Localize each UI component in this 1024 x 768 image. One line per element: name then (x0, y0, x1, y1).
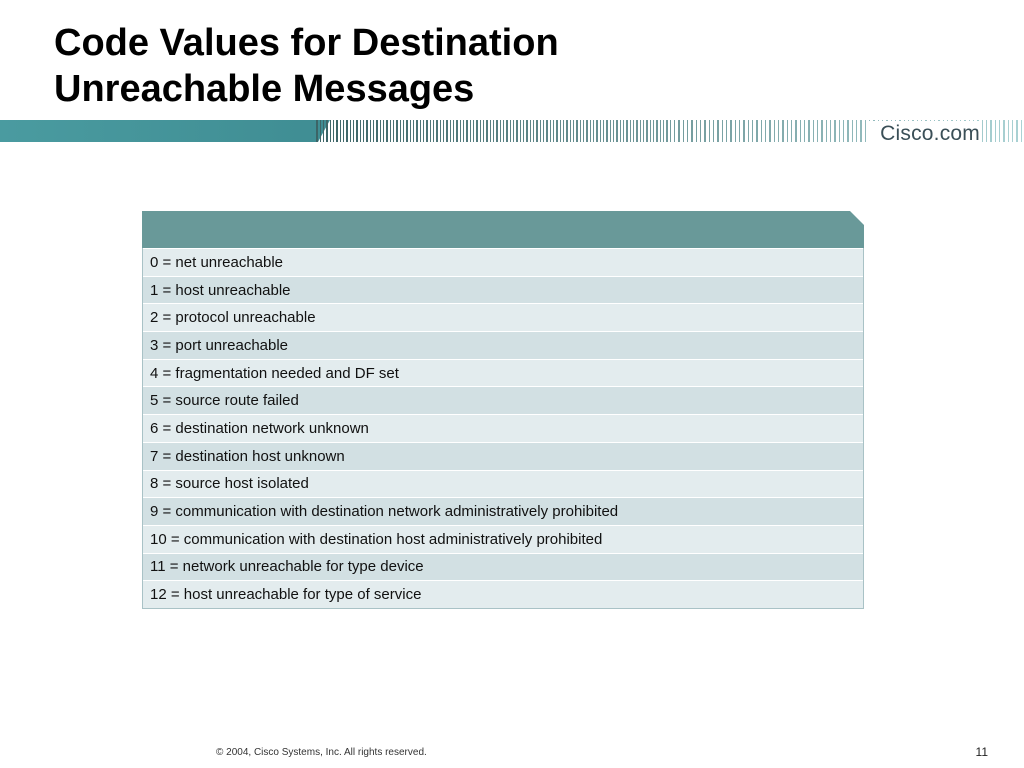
header-stripe (739, 120, 740, 142)
header-stripe (436, 120, 438, 142)
header-stripe (450, 120, 451, 142)
header-stripe (616, 120, 618, 142)
table-row-code-9: 9 = communication with destination network administratively prohibited (143, 497, 863, 525)
header-stripe (390, 120, 391, 142)
header-stripe (333, 120, 334, 142)
header-stripe (463, 120, 464, 142)
header-stripe (363, 120, 364, 142)
header-stripe (480, 120, 481, 142)
header-stripe (583, 120, 584, 142)
header-stripe (808, 120, 810, 142)
header-stripe (370, 120, 371, 142)
header-stripe (726, 120, 727, 142)
header-stripe (353, 120, 354, 142)
header-stripe (606, 120, 608, 142)
header-stripe (406, 120, 408, 142)
header-stripe (995, 120, 996, 142)
header-stripe (1021, 120, 1022, 142)
header-stripe (769, 120, 771, 142)
header-stripe (1016, 120, 1018, 142)
table-row-code-4: 4 = fragmentation needed and DF set (143, 359, 863, 387)
header-stripe (782, 120, 784, 142)
header-stripe (663, 120, 664, 142)
header-stripe (563, 120, 564, 142)
table-row-code-7: 7 = destination host unknown (143, 442, 863, 470)
header-stripe (520, 120, 521, 142)
header-stripe (653, 120, 654, 142)
header-stripe (576, 120, 578, 142)
header-stripe (787, 120, 788, 142)
header-stripe (533, 120, 534, 142)
header-stripe (580, 120, 581, 142)
header-stripe (456, 120, 458, 142)
header-stripe (817, 120, 818, 142)
header-stripe (376, 120, 378, 142)
header-stripe (510, 120, 511, 142)
header-stripe (640, 120, 641, 142)
header-stripe (340, 120, 341, 142)
header-stripe (476, 120, 478, 142)
header-stripe (433, 120, 434, 142)
header-stripe (393, 120, 394, 142)
header-stripe (543, 120, 544, 142)
header-stripe (453, 120, 454, 142)
header-stripe (446, 120, 448, 142)
table-row-code-10: 10 = communication with destination host administratively prohibited (143, 525, 863, 553)
header-stripe (830, 120, 831, 142)
header-stripe (603, 120, 604, 142)
header-stripe (660, 120, 661, 142)
header-stripe (650, 120, 651, 142)
header-stripe (646, 120, 648, 142)
header-stripe (674, 120, 675, 142)
header-stripe (666, 120, 668, 142)
header-stripe (380, 120, 381, 142)
table-row-code-3: 3 = port unreachable (143, 331, 863, 359)
header-stripe (704, 120, 706, 142)
header-stripe (696, 120, 697, 142)
header-stripe (600, 120, 601, 142)
header-stripe (735, 120, 736, 142)
header-stripe (336, 120, 338, 142)
header-stripe (593, 120, 594, 142)
header-stripe (821, 120, 823, 142)
header-stripe (748, 120, 749, 142)
header-stripe (791, 120, 792, 142)
header-stripe (400, 120, 401, 142)
header-stripe (590, 120, 591, 142)
header-stripe (320, 120, 321, 142)
header-stripe (834, 120, 836, 142)
header-stripe (466, 120, 468, 142)
header-stripe (620, 120, 621, 142)
slide-title-line-1: Code Values for Destination (54, 22, 559, 64)
header-stripe (700, 120, 701, 142)
header-stripe (423, 120, 424, 142)
header-stripe (1008, 120, 1009, 142)
page-number: 11 (975, 745, 988, 759)
header-stripe (500, 120, 501, 142)
header-stripe (350, 120, 351, 142)
header-stripe (795, 120, 797, 142)
header-stripe (610, 120, 611, 142)
header-stripe (860, 120, 862, 142)
header-stripe (847, 120, 849, 142)
header-stripe (636, 120, 638, 142)
header-stripe (483, 120, 484, 142)
header-stripe (316, 120, 318, 142)
header-stripe (573, 120, 574, 142)
table-row-code-11: 11 = network unreachable for type device (143, 553, 863, 581)
table-row-code-6: 6 = destination network unknown (143, 414, 863, 442)
header-stripe (326, 120, 328, 142)
header-stripe (800, 120, 801, 142)
header-stripe (536, 120, 538, 142)
header-stripe (623, 120, 624, 142)
header-stripe (496, 120, 498, 142)
header-stripe (774, 120, 775, 142)
header-stripe (765, 120, 766, 142)
slide-title-line-2: Unreachable Messages (54, 68, 475, 110)
header-stripe (396, 120, 398, 142)
header-stripe (683, 120, 684, 142)
header-stripe (566, 120, 568, 142)
header-stripe (546, 120, 548, 142)
header-stripe (506, 120, 508, 142)
header-stripe (691, 120, 693, 142)
header-stripe (383, 120, 384, 142)
header-stripe (373, 120, 374, 142)
header-stripe (473, 120, 474, 142)
header-stripe (570, 120, 571, 142)
table-row-code-8: 8 = source host isolated (143, 470, 863, 498)
header-stripe (752, 120, 753, 142)
header-stripe (343, 120, 344, 142)
header-stripe (722, 120, 723, 142)
header-stripe (356, 120, 358, 142)
header-stripe (709, 120, 710, 142)
footer-copyright: © 2004, Cisco Systems, Inc. All rights reserved. (216, 747, 427, 758)
header-stripe (540, 120, 541, 142)
table-row-code-12: 12 = host unreachable for type of service (143, 580, 863, 608)
header-stripe (986, 120, 987, 142)
table-body (142, 248, 864, 609)
header-stripe (813, 120, 814, 142)
header-stripe (513, 120, 514, 142)
slide-title (54, 20, 559, 112)
header-stripe (360, 120, 361, 142)
table-row-code-2: 2 = protocol unreachable (143, 303, 863, 331)
header-stripe (982, 120, 983, 142)
table-row-code-5: 5 = source route failed (143, 386, 863, 414)
header-stripe (1012, 120, 1013, 142)
header-stripe (490, 120, 491, 142)
header-stripe (470, 120, 471, 142)
header-stripe (403, 120, 404, 142)
header-stripe (643, 120, 644, 142)
header-stripe (323, 120, 324, 142)
header-stripe (761, 120, 762, 142)
header-stripe (804, 120, 805, 142)
header-stripe (550, 120, 551, 142)
header-stripe (730, 120, 732, 142)
header-stripe (656, 120, 658, 142)
header-stripe (460, 120, 461, 142)
header-stripe (756, 120, 758, 142)
header-stripe (717, 120, 719, 142)
header-stripe (556, 120, 558, 142)
header-stripe (553, 120, 554, 142)
header-stripe (486, 120, 488, 142)
header-stripe (526, 120, 528, 142)
header-stripe (633, 120, 634, 142)
header-stripe (413, 120, 414, 142)
header-stripe (865, 120, 866, 142)
header-stripe (678, 120, 680, 142)
header-stripe (420, 120, 421, 142)
brand-logo-text: Cisco.com (868, 121, 982, 147)
header-stripe (852, 120, 853, 142)
unreachable-codes-table (142, 211, 864, 609)
header-stripe (596, 120, 598, 142)
header-stripe (713, 120, 714, 142)
header-stripe (687, 120, 688, 142)
header-stripe (630, 120, 631, 142)
header-stripe (503, 120, 504, 142)
header-stripe (516, 120, 518, 142)
header-stripe (440, 120, 441, 142)
header-stripe (839, 120, 840, 142)
header-stripe (743, 120, 745, 142)
header-stripe (1003, 120, 1005, 142)
header-stripe (843, 120, 844, 142)
header-stripe (330, 120, 331, 142)
header-stripe (366, 120, 368, 142)
header-stripe (530, 120, 531, 142)
header-stripe (443, 120, 444, 142)
table-row-code-1: 1 = host unreachable (143, 276, 863, 304)
header-stripe (410, 120, 411, 142)
header-stripe (999, 120, 1000, 142)
header-stripe (493, 120, 494, 142)
header-stripe (990, 120, 992, 142)
header-stripe (560, 120, 561, 142)
header-stripe (416, 120, 418, 142)
header-stripe (426, 120, 428, 142)
header-stripe (613, 120, 614, 142)
header-stripe (670, 120, 671, 142)
table-row-code-0: 0 = net unreachable (143, 248, 863, 276)
header-stripe (778, 120, 779, 142)
header-stripe (430, 120, 431, 142)
header-stripe (346, 120, 348, 142)
header-stripe (523, 120, 524, 142)
header-stripe (386, 120, 388, 142)
header-stripe (856, 120, 857, 142)
header-stripe (826, 120, 827, 142)
header-stripe (626, 120, 628, 142)
header-stripe (586, 120, 588, 142)
table-header (142, 211, 864, 248)
